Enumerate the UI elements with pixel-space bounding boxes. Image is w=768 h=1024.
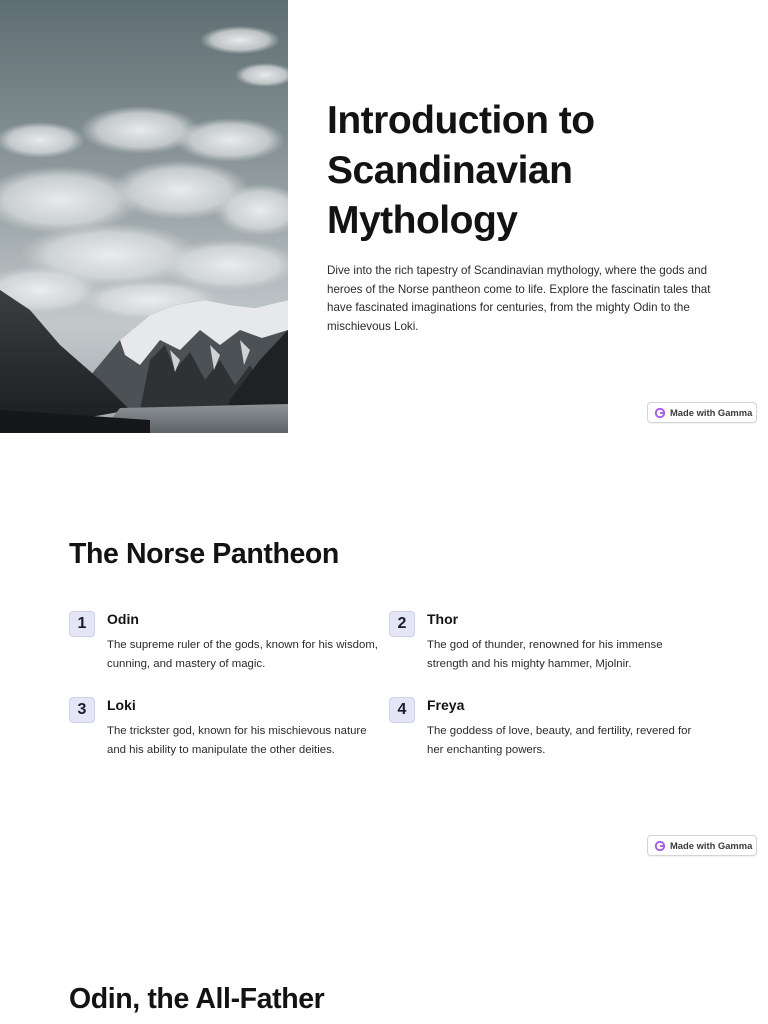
section-title-odin-all-father: Odin, the All-Father [69,983,325,1015]
badge-label: Made with Gamma [670,840,753,851]
god-name: Loki [107,697,136,713]
hero-description: Dive into the rich tapestry of Scandinavian mythology, where the gods and heroes of the Norse pantheon come to life. Explore the fascinatin tales that have fascinated imaginations for centuries, from the mighty Odin to the mischievous Loki. [327,264,711,333]
hero-title: Introduction to Scandinavian Mythology [327,99,595,242]
god-description: The god of thunder, renowned for his immense strength and his mighty hammer, Mjolnir. [427,639,663,670]
god-name: Freya [427,697,465,713]
gamma-logo-icon [655,841,665,851]
god-description: The trickster god, known for his mischievous nature and his ability to manipulate the other deities. [107,725,367,756]
number-badge: 3 [69,697,95,723]
hero-mountain-image [0,0,288,433]
section-title-norse-pantheon: The Norse Pantheon [69,538,339,570]
god-name: Odin [107,611,139,627]
god-description: The goddess of love, beauty, and fertility, revered for her enchanting powers. [427,725,692,756]
god-description: The supreme ruler of the gods, known for his wisdom, cunning, and mastery of magic. [107,639,378,670]
badge-label: Made with Gamma [670,407,753,418]
god-name: Thor [427,611,459,627]
made-with-gamma-badge[interactable] [647,402,757,423]
gamma-logo-icon [655,408,665,418]
number-badge: 1 [69,611,95,637]
number-badge: 2 [389,611,415,637]
made-with-gamma-badge[interactable] [647,835,757,856]
number-badge: 4 [389,697,415,723]
